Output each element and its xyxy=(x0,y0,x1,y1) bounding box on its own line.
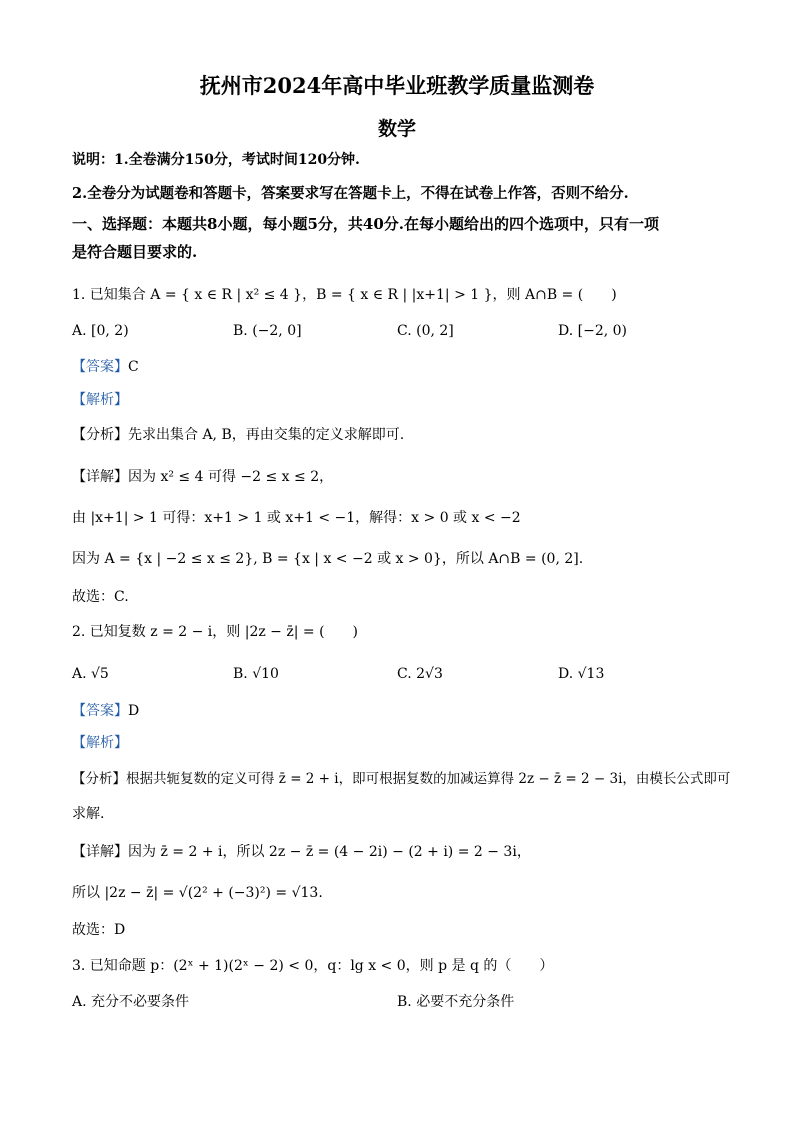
fenxi-text: 根据共轭复数的定义可得 z̄ = 2 + i，即可根据复数的加减运算得 2z − z̄ = 2 − 3i，由模长公式即可 xyxy=(126,771,731,787)
section-heading-1b: 是符合题目要求的. xyxy=(72,243,198,261)
q1-detail-3: 因为 A = {x | −2 ≤ x ≤ 2}, B = {x | x < −2 或 x > 0}，所以 A∩B = (0, 2]. xyxy=(72,551,584,567)
q1-answer xyxy=(72,357,139,377)
q2-fenxi-b: 求解. xyxy=(72,806,105,822)
q2-option-d: D. √13 xyxy=(558,666,605,682)
fenxi-text: 先求出集合 A, B，再由交集的定义求解即可. xyxy=(128,427,405,443)
q1-choose: 故选：C. xyxy=(72,589,129,605)
q1-fenxi xyxy=(72,425,404,445)
q1-option-a: A. [0, 2) xyxy=(72,323,129,339)
q1-option-b: B. (−2, 0] xyxy=(233,323,302,339)
detail-text: 因为 z̄ = 2 + i，所以 2z − z̄ = (4 − 2i) − (2 + i) = 2 − 3i， xyxy=(128,844,531,860)
answer-value: C xyxy=(128,359,139,375)
q2-answer xyxy=(72,701,139,721)
q1-analysis-tag: 【解析】 xyxy=(72,392,128,408)
section-heading-1a: 一、选择题：本题共8小题，每小题5分，共40分.在每小题给出的四个选项中，只有一项 xyxy=(72,215,659,233)
q2-option-c: C. 2√3 xyxy=(397,666,443,682)
q2-fenxi-a xyxy=(72,769,730,789)
exam-subject: 数学 xyxy=(377,118,416,140)
q2-choose: 故选：D xyxy=(72,922,126,938)
answer-value: D xyxy=(128,703,140,719)
instruction-line-2: 2.全卷分为试题卷和答题卡，答案要求写在答题卡上，不得在试卷上作答，否则不给分. xyxy=(72,185,629,202)
q2-option-b: B. √10 xyxy=(233,666,279,682)
q1-detail-2: 由 |x+1| > 1 可得：x+1 > 1 或 x+1 < −1，解得：x > 0 或 x < −2 xyxy=(72,510,521,526)
instruction-line-1: 说明：1.全卷满分150分，考试时间120分钟. xyxy=(72,152,360,168)
exam-title: 抚州市2024年高中毕业班教学质量监测卷 xyxy=(199,73,595,98)
answer-tag: 【答案】 xyxy=(72,703,128,719)
q1-detail-1 xyxy=(72,467,333,487)
q1-option-c: C. (0, 2] xyxy=(397,323,454,339)
q2-analysis-tag: 【解析】 xyxy=(72,735,128,751)
detail-text: 因为 x² ≤ 4 可得 −2 ≤ x ≤ 2， xyxy=(128,469,334,485)
fenxi-tag: 【分析】 xyxy=(72,771,126,787)
fenxi-tag: 【分析】 xyxy=(72,427,128,443)
q2-stem: 2. 已知复数 z = 2 − i，则 |2z − z̄| = ( ) xyxy=(72,624,359,640)
q2-detail-1 xyxy=(72,842,531,862)
q1-stem: 1. 已知集合 A = { x ∈ R | x² ≤ 4 }，B = { x ∈ R | |x+1| > 1 }，则 A∩B = ( ) xyxy=(72,287,617,303)
q3-option-a: A. 充分不必要条件 xyxy=(72,994,190,1010)
q2-detail-2: 所以 |2z − z̄| = √(2² + (−3)²) = √13. xyxy=(72,885,323,901)
detail-tag: 【详解】 xyxy=(72,469,128,485)
detail-tag: 【详解】 xyxy=(72,844,128,860)
q1-option-d: D. [−2, 0) xyxy=(558,323,627,339)
q3-stem: 3. 已知命题 p：(2ˣ + 1)(2ˣ − 2) < 0，q：lg x < 0，则 p 是 q 的（ ） xyxy=(72,958,554,974)
q3-option-b: B. 必要不充分条件 xyxy=(397,994,515,1010)
q2-option-a: A. √5 xyxy=(72,666,109,682)
answer-tag: 【答案】 xyxy=(72,359,128,375)
